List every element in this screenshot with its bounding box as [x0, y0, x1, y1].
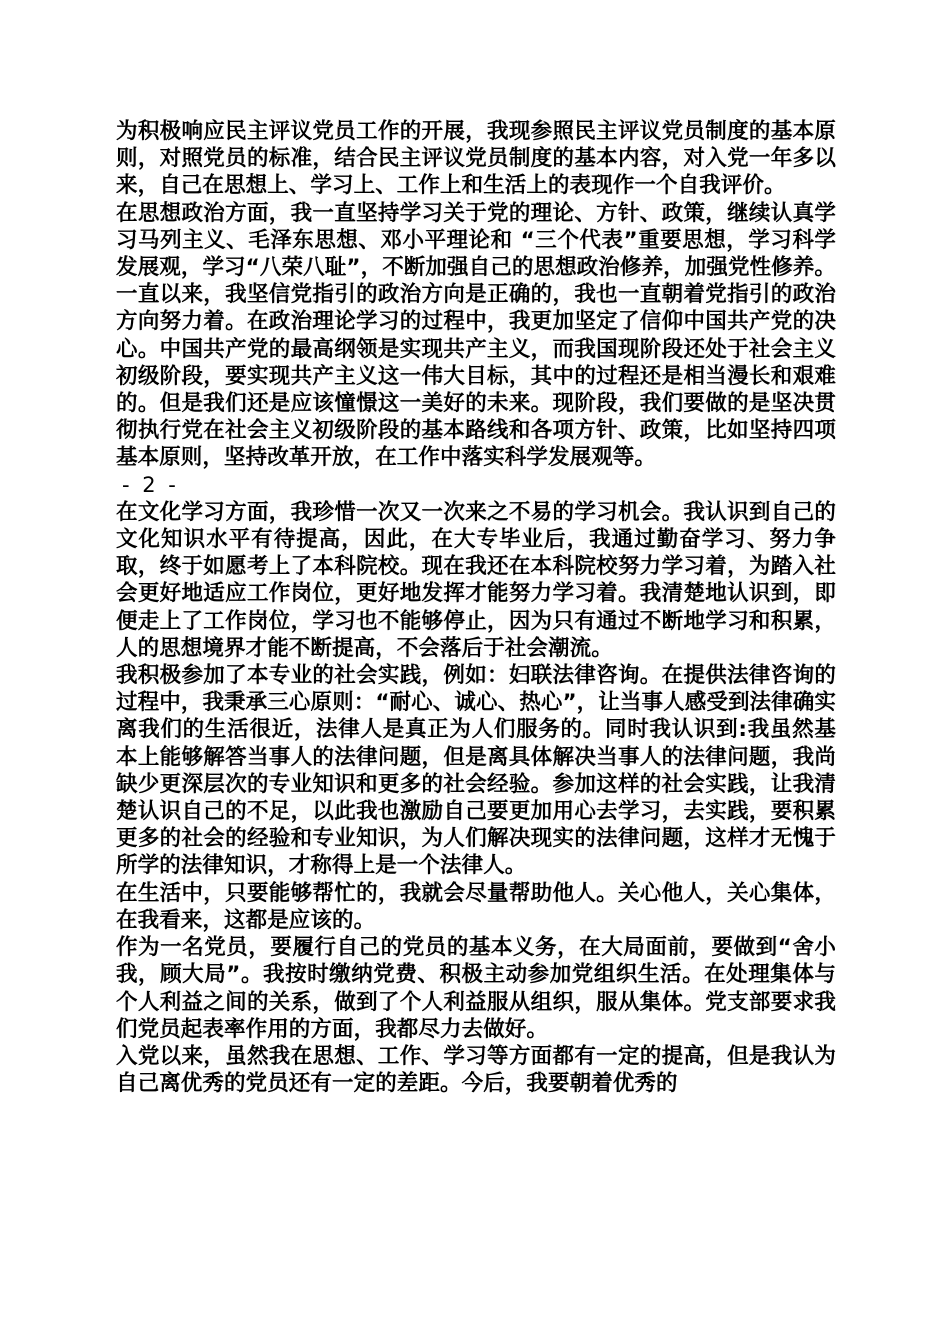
paragraph-daily-life: 在生活中，只要能够帮忙的，我就会尽量帮助他人。关心他人，关心集体，在我看来，这都是应该的。 — [116, 880, 836, 933]
paragraph-cultural-study: 在文化学习方面，我珍惜一次又一次来之不易的学习机会。我认识到自己的文化知识水平有待提高，因此，在大专毕业后，我通过勤奋学习、努力争取，终于如愿考上了本科院校。现在我还在本科院校努力学习着，为踏入社会更好地适应工作岗位，更好地发挥才能努力学习着。我清楚地认识到，即便走上了工作岗位，学习也不能够停止，因为只有通过不断地学习和积累，人的思想境界才能不断提高，不会落后于社会潮流。 — [116, 499, 836, 661]
paragraph-intro: 为积极响应民主评议党员工作的开展，我现参照民主评议党员制度的基本原则，对照党员的标准，结合民主评议党员制度的基本内容，对入党一年多以来，自己在思想上、学习上、工作上和生活上的表现作一个自我评价。 — [116, 119, 836, 199]
paragraph-party-duty: 作为一名党员，要履行自己的党员的基本义务，在大局面前，要做到“舍小我，顾大局”。我按时缴纳党费、积极主动参加党组织生活。在处理集体与个人利益之间的关系，做到了个人利益服从组织，服从集体。党支部要求我们党员起表率作用的方面，我都尽力去做好。 — [116, 935, 836, 1042]
document-page — [116, 118, 836, 1097]
paragraph-social-practice: 我积极参加了本专业的社会实践，例如：妇联法律咨询。在提供法律咨询的过程中，我秉承三心原则：“耐心、诚心、热心”，让当事人感受到法律确实离我们的生活很近，法律人是真正为人们服务的。同时我认识到:我虽然基本上能够解答当事人的法律问题，但是离具体解决当事人的法律问题，我尚缺少更深层次的专业知识和更多的社会经验。参加这样的社会实践，让我清楚认识自己的不足，以此我也激励自己要更加用心去学习，去实践，要积累更多的社会的经验和专业知识，为人们解决现实的法律问题，这样才无愧于所学的法律知识，才称得上是一个法律人。 — [116, 663, 836, 879]
paragraph-self-assessment: 入党以来，虽然我在思想、工作、学习等方面都有一定的提高，但是我认为自己离优秀的党员还有一定的差距。今后，我要朝着优秀的 — [116, 1043, 836, 1097]
page-number: - 2 - — [122, 472, 179, 497]
paragraph-political-thought: 在思想政治方面，我一直坚持学习关于党的理论、方针、政策，继续认真学习马列主义、毛泽东思想、邓小平理论和 “三个代表”重要思想，学习科学发展观，学习“八荣八耻”，不断加强自己的思想政治修养，加强党性修养。一直以来，我坚信党指引的政治方向是正确的，我也一直朝着党指引的政治方向努力着。在政治理论学习的过程中，我更加坚定了信仰中国共产党的决心。中国共产党的最高纲领是实现共产主义，而我国现阶段还处于社会主义初级阶段，要实现共产主义这一伟大目标，其中的过程还是相当漫长和艰难的。但是我们还是应该憧憬这一美好的未来。现阶段，我们要做的是坚决贯彻执行党在社会主义初级阶段的基本路线和各项方针、政策，比如坚持四项基本原则，坚持改革开放，在工作中落实科学发展观等。 — [116, 200, 836, 471]
